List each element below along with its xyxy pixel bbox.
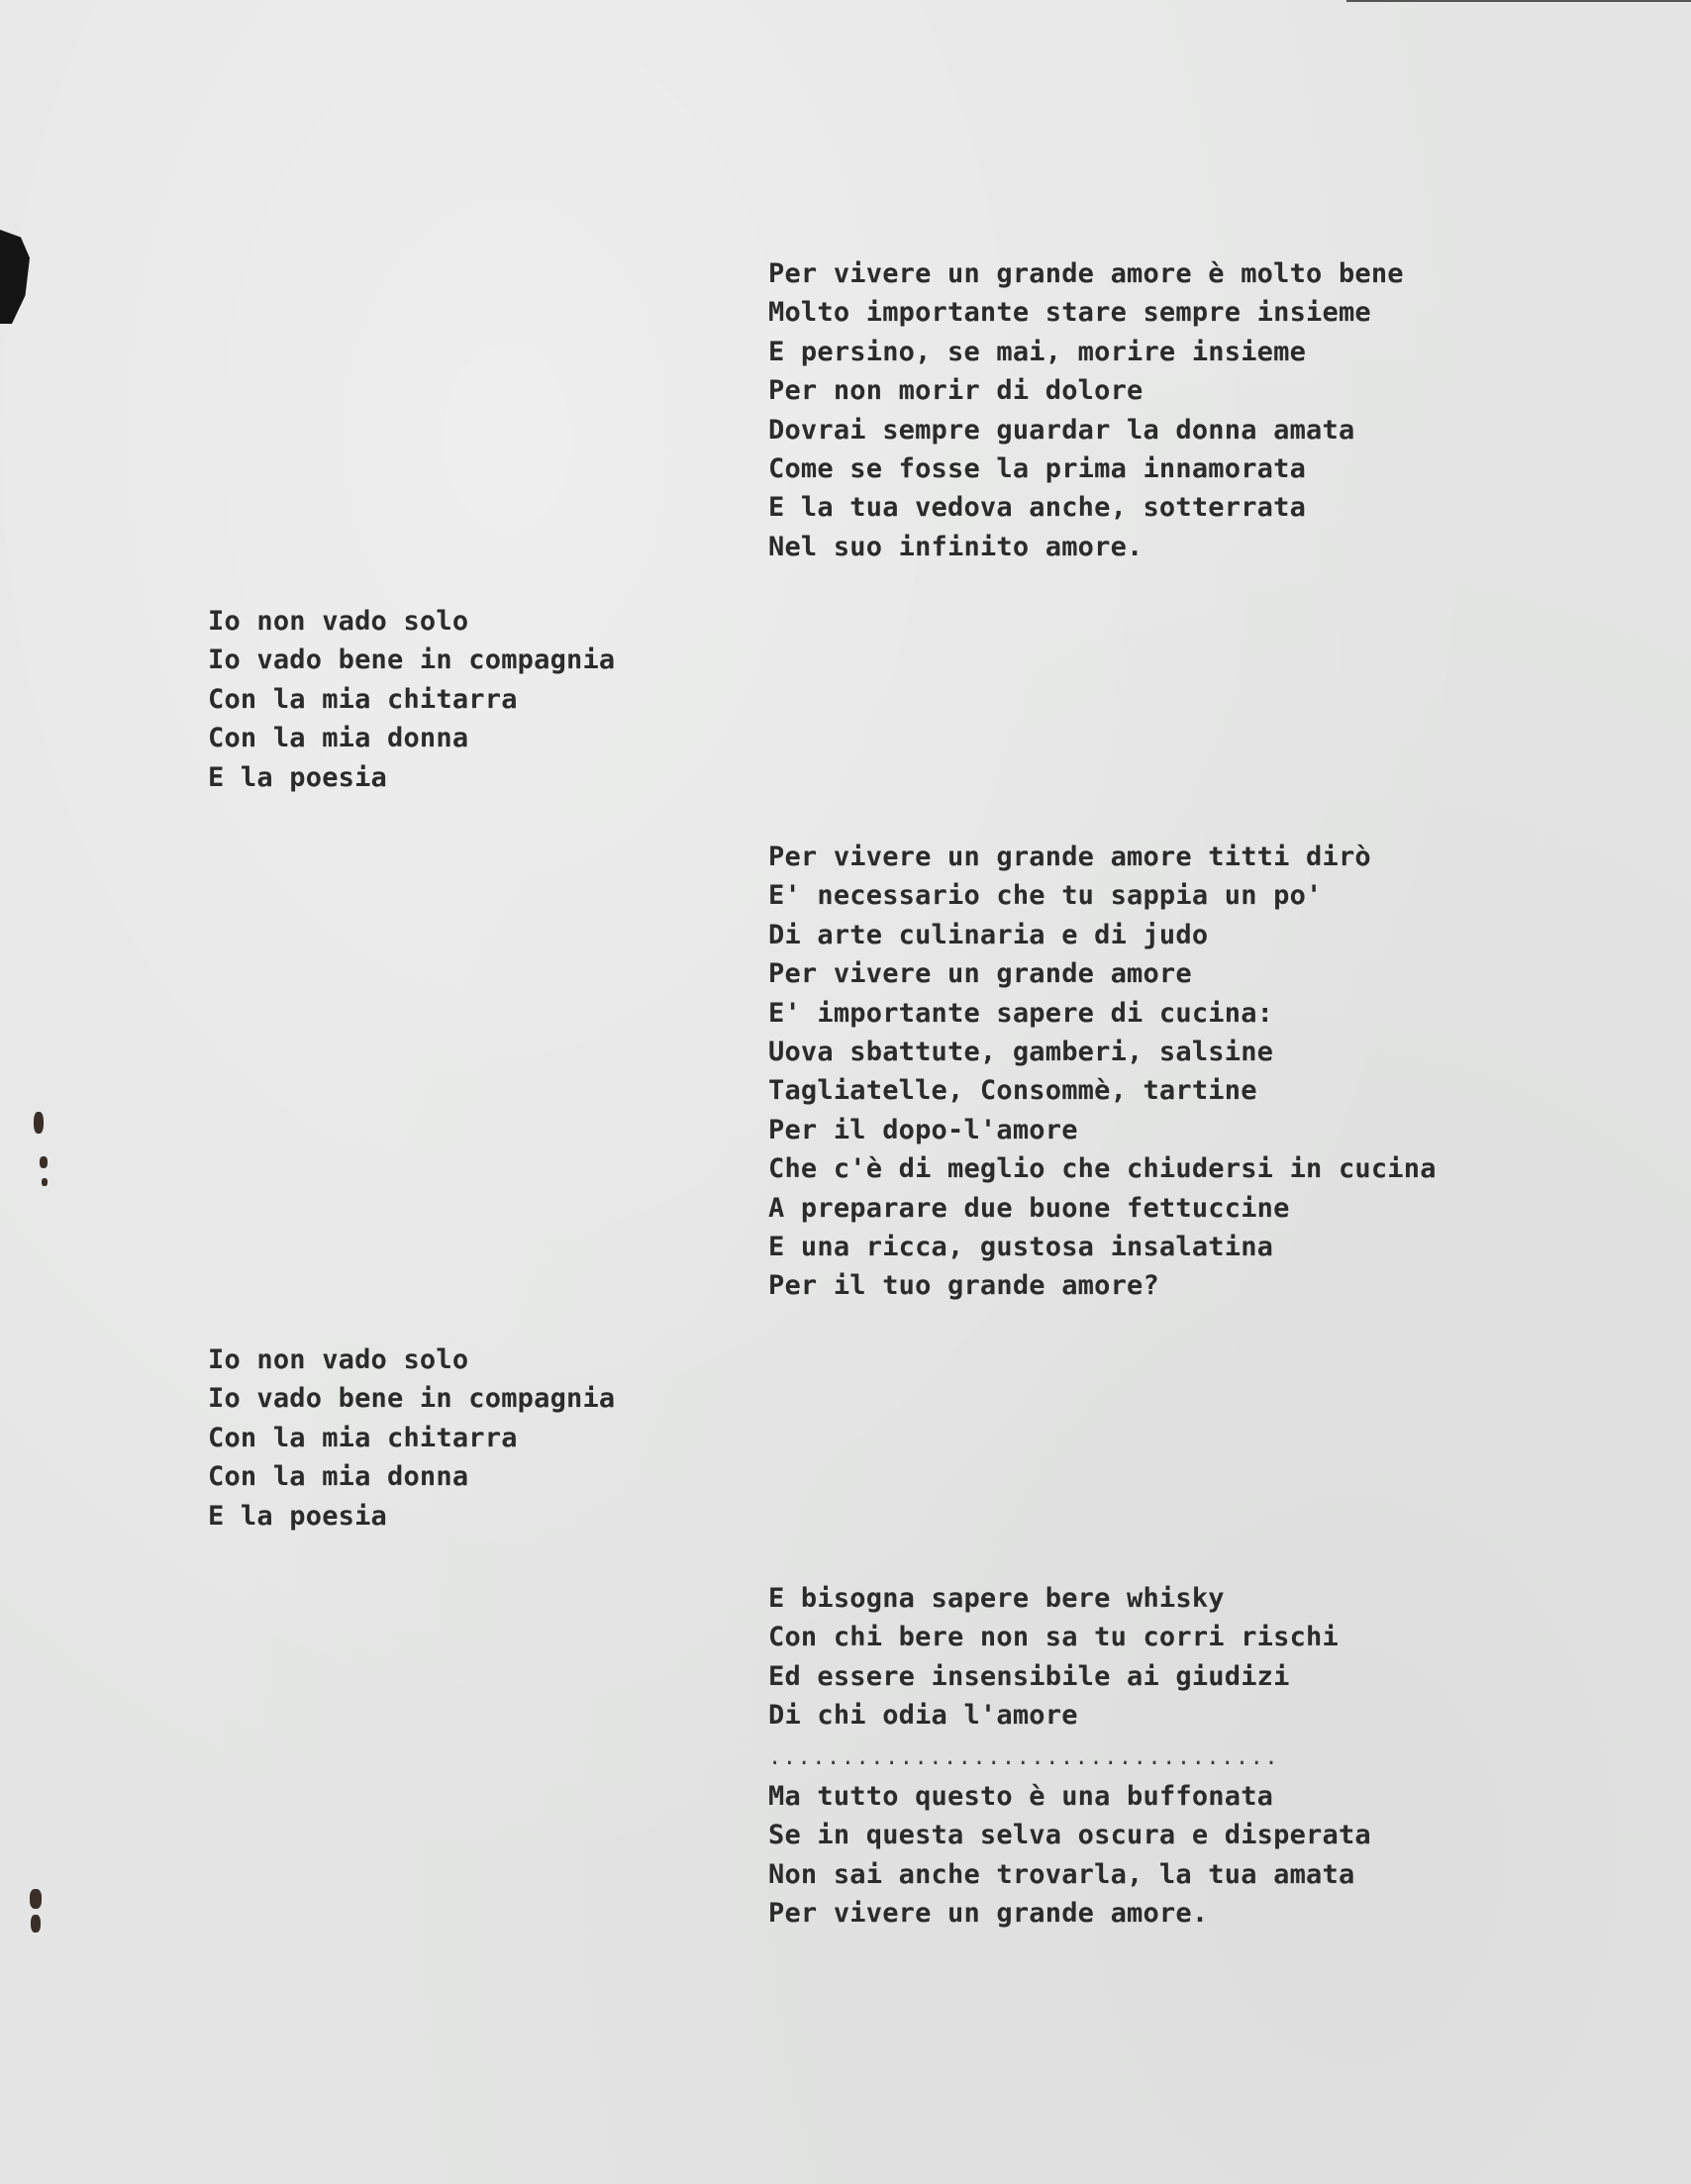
refrain-1	[208, 602, 615, 797]
verse-line: E bisogna sapere bere whisky	[768, 1583, 1225, 1614]
verse-line: Io non vado solo	[208, 606, 469, 637]
verse-line: E persino, se mai, morire insieme	[768, 336, 1307, 367]
verse-line: Molto importante stare sempre insieme	[768, 297, 1371, 329]
verse-line: Con chi bere non sa tu corri rischi	[768, 1622, 1339, 1653]
verse-line: E' importante sapere di cucina:	[768, 997, 1274, 1029]
verse-line: Di arte culinaria e di judo	[768, 919, 1209, 950]
verse-line: Dovrai sempre guardar la donna amata	[768, 414, 1355, 446]
verse-line: E la poesia	[208, 1500, 388, 1532]
verse-line: Ed essere insensibile ai giudizi	[768, 1660, 1290, 1692]
stain-mark	[42, 1178, 48, 1186]
stanza-4	[768, 1777, 1371, 1934]
stanza-3	[768, 1579, 1339, 1736]
verse-line: Non sai anche trovarla, la tua amata	[768, 1858, 1355, 1890]
verse-line: Per vivere un grande amore è molto bene	[768, 258, 1404, 289]
verse-line: Per il dopo-l'amore	[768, 1114, 1078, 1145]
verse-line: Per vivere un grande amore.	[768, 1898, 1209, 1930]
verse-line: Per il tuo grande amore?	[768, 1270, 1159, 1302]
verse-line: E' necessario che tu sappia un po'	[768, 880, 1323, 912]
verse-line: Per vivere un grande amore titti dirò	[768, 842, 1371, 872]
verse-line: Con la mia donna	[208, 723, 469, 754]
verse-line: E la poesia	[208, 761, 388, 793]
verse-line: A preparare due buone fettuccine	[768, 1192, 1290, 1224]
top-edge-rule	[1346, 0, 1691, 2]
refrain-2	[208, 1340, 615, 1536]
verse-line: Io vado bene in compagnia	[208, 1383, 616, 1415]
stanza-1	[768, 254, 1404, 566]
verse-line: Per non morir di dolore	[768, 375, 1144, 407]
stain-mark	[31, 1915, 41, 1933]
verse-line: Di chi odia l'amore	[768, 1700, 1078, 1732]
verse-line: Per vivere un grande amore	[768, 958, 1192, 990]
verse-line: Che c'è di meglio che chiudersi in cucina	[768, 1153, 1437, 1185]
verse-line: Con la mia chitarra	[208, 1422, 518, 1453]
verse-line: Come se fosse la prima innamorata	[768, 452, 1307, 484]
verse-line: E una ricca, gustosa insalatina	[768, 1231, 1274, 1262]
verse-line: E la tua vedova anche, sotterrata	[768, 492, 1307, 524]
verse-line: Tagliatelle, Consommè, tartine	[768, 1075, 1257, 1107]
verse-line: Ma tutto questo è una buffonata	[768, 1781, 1274, 1812]
stanza-2	[768, 838, 1437, 1306]
torn-edge-mark	[0, 230, 30, 324]
stain-mark	[30, 1889, 42, 1909]
dotted-separator: ...................................	[768, 1745, 1280, 1770]
verse-line: Io vado bene in compagnia	[208, 645, 616, 676]
stain-mark	[34, 1112, 44, 1134]
verse-line: Nel suo infinito amore.	[768, 531, 1144, 562]
verse-line: Se in questa selva oscura e disperata	[768, 1820, 1371, 1851]
verse-line: Uova sbattute, gamberi, salsine	[768, 1036, 1274, 1067]
verse-line: Con la mia chitarra	[208, 683, 518, 715]
verse-line: Io non vado solo	[208, 1344, 469, 1375]
stain-mark	[40, 1156, 48, 1168]
verse-line: Con la mia donna	[208, 1461, 469, 1493]
